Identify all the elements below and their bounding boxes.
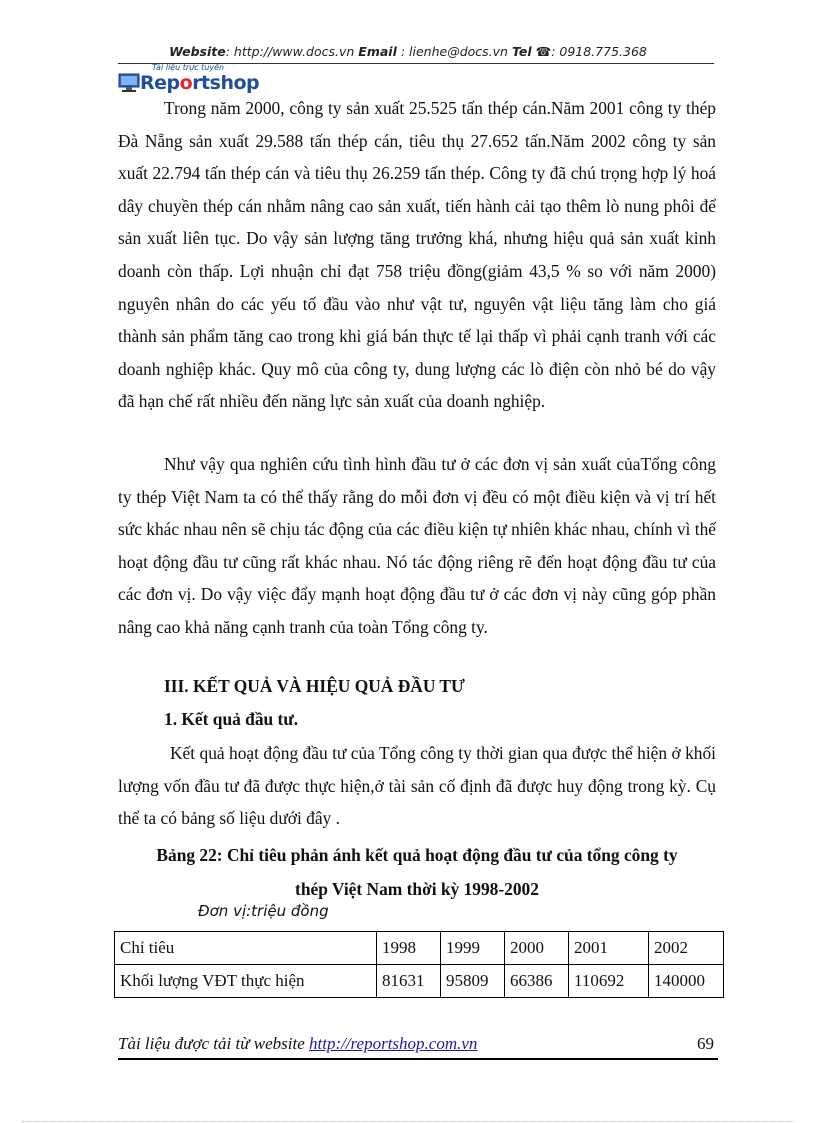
header-cell-2002: 2002 — [649, 932, 724, 965]
tel-label: Tel — [511, 44, 532, 59]
paragraph-investment-summary: Như vậy qua nghiên cứu tình hình đầu tư ở các đơn vị sản xuất củaTổng công ty thép Việt Nam ta có thể thấy rằng do mỗi đơn vị đều có một điều kiện và vị trí hết sức khác nhau nên sẽ chịu tác động của các điều kiện tự nhiên khác nhau, chính vì thế hoạt động đầu tư cũng rất khác nhau. Nó tác động riêng rẽ đến hoạt động đầu tư của các đơn vị. Do vậy việc đẩy mạnh hoạt động đầu tư ở các đơn vị này cũng góp phần nâng cao khả năng cạnh tranh của toàn Tổng công ty. — [118, 454, 716, 637]
subsection-heading: 1. Kết quả đầu tư. — [164, 709, 299, 729]
email-label: Email — [358, 44, 397, 59]
paragraph-steel-production: Trong năm 2000, công ty sản xuất 25.525 tấn thép cán.Năm 2001 công ty thép Đà Nẵng sản xuất 29.588 tấn thép cán, tiêu thụ 27.652 tấn.Năm 2002 công ty sản xuất 22.794 tấn thép cán và tiêu thụ 26.259 tấn thép. Công ty đã chú trọng hợp lý hoá dây chuyền thép cán nhằm nâng cao sản xuất, tiến hành cải tạo thêm lò nung phôi để sản xuất liên tục. Do vậy sản lượng tăng trưởng khá, nhưng hiệu quả sản xuất kinh doanh còn thấp. Lợi nhuận chỉ đạt 758 triệu đồng(giảm 43,5 % so với năm 2000) nguyên nhân do các yếu tố đầu vào như vật tư, nguyên vật liệu tăng làm cho giá thành sản phẩm tăng cao trong khi giá bán thực tế lại thấp vì phải cạnh tranh với các doanh nghiệp khác. Quy mô của công ty, dung lượng các lò điện còn nhỏ bé do vậy đã hạn chế rất nhiều đến năng lực sản xuất của doanh nghiệp. — [118, 98, 716, 412]
table-caption-line1: Bảng 22: Chỉ tiêu phản ánh kết quả hoạt động đầu tư của tổng công ty — [156, 845, 678, 865]
website-value[interactable]: : http://www.docs.vn — [225, 44, 359, 59]
footer-label: Tài liệu được tải từ website — [118, 1034, 309, 1053]
header-cell-2000: 2000 — [505, 932, 569, 965]
tel-value: : 0918.775.368 — [551, 44, 647, 59]
email-value[interactable]: : lienhe@docs.vn — [396, 44, 512, 59]
table-unit: Đơn vị:triệu đồng — [198, 902, 329, 920]
page-edge-divider — [22, 1121, 794, 1122]
logo-monitor-icon — [118, 72, 142, 94]
reportshop-logo[interactable] — [118, 60, 278, 94]
logo-tagline: Tài liệu trực tuyến — [152, 63, 225, 72]
investment-table — [114, 931, 724, 998]
paragraph-investment-results: Kết quả hoạt động đầu tư của Tổng công ty thời gian qua được thể hiện ở khối lượng vốn đầu tư đã được thực hiện,ở tài sản cố định đã được huy động trong kỳ. Cụ thể ta có bảng số liệu dưới đây . — [118, 743, 716, 829]
header-cell-2001: 2001 — [569, 932, 649, 965]
phone-icon: ☎ — [531, 44, 552, 59]
table-header-row — [115, 932, 724, 965]
cell-2000: 66386 — [505, 965, 569, 998]
table-caption — [118, 838, 716, 906]
table-caption-line2: thép Việt Nam thời kỳ 1998-2002 — [295, 879, 539, 899]
header-cell-1998: 1998 — [377, 932, 441, 965]
website-label: Website — [169, 44, 226, 59]
footer-divider — [118, 1058, 718, 1060]
footer-source — [118, 1034, 477, 1054]
page-number: 69 — [697, 1034, 714, 1053]
cell-2002: 140000 — [649, 965, 724, 998]
cell-2001: 110692 — [569, 965, 649, 998]
header-cell-indicator: Chỉ tiêu — [115, 932, 377, 965]
logo-brand: Reportshop — [140, 72, 260, 94]
logo-brand-o: o — [179, 72, 193, 94]
footer-link[interactable]: http://reportshop.com.vn — [309, 1034, 478, 1053]
section-heading: III. KẾT QUẢ VÀ HIỆU QUẢ ĐẦU TƯ — [164, 676, 465, 696]
cell-1999: 95809 — [441, 965, 505, 998]
page-header — [0, 44, 816, 59]
row-label: Khối lượng VĐT thực hiện — [115, 965, 377, 998]
table-row — [115, 965, 724, 998]
header-cell-1999: 1999 — [441, 932, 505, 965]
cell-1998: 81631 — [377, 965, 441, 998]
